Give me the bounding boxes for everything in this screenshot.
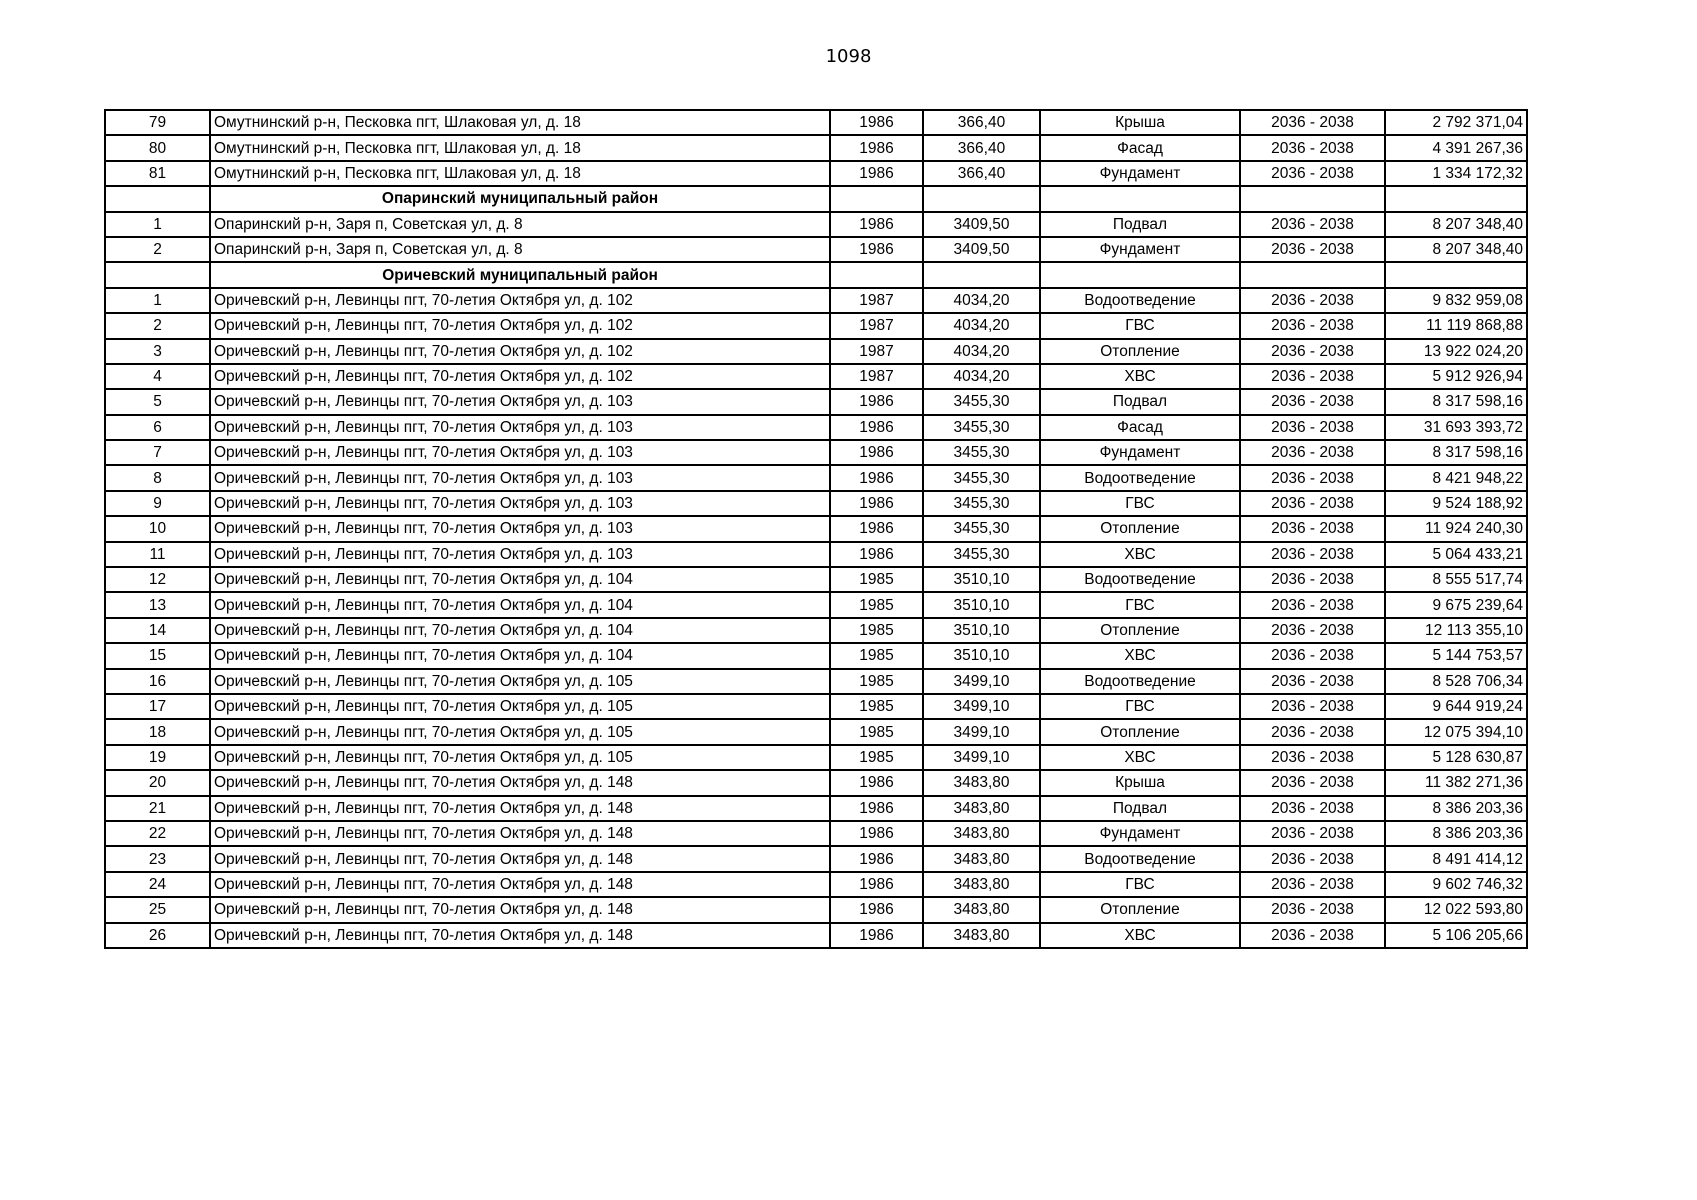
- table-body: [105, 110, 1527, 948]
- table-row: [105, 288, 1527, 313]
- address-cell: Оричевский р-н, Левинцы пгт, 70-летия Октября ул, д. 148: [210, 821, 830, 846]
- work-type-cell: Фундамент: [1040, 161, 1240, 186]
- cost-cell: 13 922 024,20: [1385, 339, 1527, 364]
- address-cell: Оричевский р-н, Левинцы пгт, 70-летия Октября ул, д. 104: [210, 592, 830, 617]
- table-row: [105, 237, 1527, 262]
- cost-cell: 5 064 433,21: [1385, 542, 1527, 567]
- year-cell: 1986: [830, 491, 923, 516]
- work-type-cell: Отопление: [1040, 339, 1240, 364]
- address-cell: Оричевский р-н, Левинцы пгт, 70-летия Октября ул, д. 102: [210, 364, 830, 389]
- district-name: Опаринский муниципальный район: [210, 186, 830, 211]
- address-cell: Опаринский р-н, Заря п, Советская ул, д. 8: [210, 212, 830, 237]
- year-cell: 1986: [830, 542, 923, 567]
- period-cell: 2036 - 2038: [1240, 897, 1385, 922]
- period-cell: 2036 - 2038: [1240, 923, 1385, 948]
- area-cell: 3510,10: [923, 618, 1040, 643]
- address-cell: Оричевский р-н, Левинцы пгт, 70-летия Октября ул, д. 148: [210, 796, 830, 821]
- period-cell: 2036 - 2038: [1240, 237, 1385, 262]
- area-cell: 3510,10: [923, 567, 1040, 592]
- work-type-cell: Водоотведение: [1040, 567, 1240, 592]
- work-type-cell: Подвал: [1040, 212, 1240, 237]
- area-cell: 3455,30: [923, 415, 1040, 440]
- year-cell: 1985: [830, 592, 923, 617]
- period-cell: 2036 - 2038: [1240, 567, 1385, 592]
- year-cell: 1986: [830, 796, 923, 821]
- area-cell: 366,40: [923, 110, 1040, 135]
- table-row: [105, 135, 1527, 160]
- work-type-cell: Отопление: [1040, 618, 1240, 643]
- row-number-cell: 7: [105, 440, 210, 465]
- table-row: [105, 770, 1527, 795]
- year-cell: 1986: [830, 516, 923, 541]
- year-cell: 1986: [830, 389, 923, 414]
- address-cell: Омутнинский р-н, Песковка пгт, Шлаковая ул, д. 18: [210, 161, 830, 186]
- year-cell: 1985: [830, 694, 923, 719]
- period-cell: 2036 - 2038: [1240, 491, 1385, 516]
- address-cell: Оричевский р-н, Левинцы пгт, 70-летия Октября ул, д. 105: [210, 745, 830, 770]
- period-cell: 2036 - 2038: [1240, 618, 1385, 643]
- row-number-cell: 2: [105, 313, 210, 338]
- empty-cell: [1040, 186, 1240, 211]
- year-cell: 1985: [830, 719, 923, 744]
- work-type-cell: ГВС: [1040, 313, 1240, 338]
- cost-cell: 11 382 271,36: [1385, 770, 1527, 795]
- year-cell: 1986: [830, 161, 923, 186]
- address-cell: Оричевский р-н, Левинцы пгт, 70-летия Октября ул, д. 148: [210, 872, 830, 897]
- period-cell: 2036 - 2038: [1240, 542, 1385, 567]
- period-cell: 2036 - 2038: [1240, 313, 1385, 338]
- cost-cell: 8 207 348,40: [1385, 237, 1527, 262]
- work-type-cell: Фундамент: [1040, 821, 1240, 846]
- table-row: [105, 669, 1527, 694]
- table-row: [105, 592, 1527, 617]
- empty-cell: [923, 186, 1040, 211]
- cost-cell: 5 912 926,94: [1385, 364, 1527, 389]
- repair-schedule-table: [104, 109, 1528, 949]
- year-cell: 1986: [830, 440, 923, 465]
- table-row: [105, 618, 1527, 643]
- area-cell: 3499,10: [923, 719, 1040, 744]
- area-cell: 3483,80: [923, 846, 1040, 871]
- address-cell: Оричевский р-н, Левинцы пгт, 70-летия Октября ул, д. 103: [210, 389, 830, 414]
- cost-cell: 12 022 593,80: [1385, 897, 1527, 922]
- area-cell: 3409,50: [923, 237, 1040, 262]
- page-number: 1098: [825, 46, 872, 67]
- period-cell: 2036 - 2038: [1240, 364, 1385, 389]
- empty-cell: [830, 186, 923, 211]
- work-type-cell: Отопление: [1040, 719, 1240, 744]
- year-cell: 1987: [830, 288, 923, 313]
- table-row: [105, 415, 1527, 440]
- cost-cell: 8 555 517,74: [1385, 567, 1527, 592]
- year-cell: 1986: [830, 897, 923, 922]
- work-type-cell: ХВС: [1040, 542, 1240, 567]
- area-cell: 4034,20: [923, 339, 1040, 364]
- area-cell: 3455,30: [923, 465, 1040, 490]
- year-cell: 1985: [830, 669, 923, 694]
- period-cell: 2036 - 2038: [1240, 161, 1385, 186]
- address-cell: Омутнинский р-н, Песковка пгт, Шлаковая ул, д. 18: [210, 110, 830, 135]
- cost-cell: 9 675 239,64: [1385, 592, 1527, 617]
- work-type-cell: ГВС: [1040, 592, 1240, 617]
- address-cell: Оричевский р-н, Левинцы пгт, 70-летия Октября ул, д. 105: [210, 669, 830, 694]
- cost-cell: 4 391 267,36: [1385, 135, 1527, 160]
- period-cell: 2036 - 2038: [1240, 872, 1385, 897]
- work-type-cell: Отопление: [1040, 897, 1240, 922]
- cost-cell: 9 602 746,32: [1385, 872, 1527, 897]
- table-row: [105, 846, 1527, 871]
- address-cell: Оричевский р-н, Левинцы пгт, 70-летия Октября ул, д. 104: [210, 643, 830, 668]
- period-cell: 2036 - 2038: [1240, 643, 1385, 668]
- cost-cell: 5 128 630,87: [1385, 745, 1527, 770]
- table-row: [105, 923, 1527, 948]
- row-number-cell: 19: [105, 745, 210, 770]
- area-cell: 4034,20: [923, 288, 1040, 313]
- table-row: [105, 897, 1527, 922]
- work-type-cell: Крыша: [1040, 110, 1240, 135]
- area-cell: 366,40: [923, 135, 1040, 160]
- row-number-cell: 81: [105, 161, 210, 186]
- area-cell: 3510,10: [923, 643, 1040, 668]
- table-row: [105, 440, 1527, 465]
- cost-cell: 8 317 598,16: [1385, 440, 1527, 465]
- table-row: [105, 161, 1527, 186]
- cost-cell: 31 693 393,72: [1385, 415, 1527, 440]
- address-cell: Оричевский р-н, Левинцы пгт, 70-летия Октября ул, д. 105: [210, 719, 830, 744]
- period-cell: 2036 - 2038: [1240, 339, 1385, 364]
- row-number-cell: 14: [105, 618, 210, 643]
- work-type-cell: Подвал: [1040, 389, 1240, 414]
- empty-cell: [105, 186, 210, 211]
- cost-cell: 8 317 598,16: [1385, 389, 1527, 414]
- work-type-cell: ХВС: [1040, 364, 1240, 389]
- year-cell: 1986: [830, 135, 923, 160]
- period-cell: 2036 - 2038: [1240, 465, 1385, 490]
- table-row: [105, 694, 1527, 719]
- address-cell: Оричевский р-н, Левинцы пгт, 70-летия Октября ул, д. 103: [210, 542, 830, 567]
- area-cell: 3499,10: [923, 669, 1040, 694]
- row-number-cell: 2: [105, 237, 210, 262]
- row-number-cell: 18: [105, 719, 210, 744]
- row-number-cell: 80: [105, 135, 210, 160]
- table-row: [105, 465, 1527, 490]
- year-cell: 1986: [830, 212, 923, 237]
- table-row: [105, 872, 1527, 897]
- work-type-cell: ГВС: [1040, 694, 1240, 719]
- row-number-cell: 15: [105, 643, 210, 668]
- year-cell: 1985: [830, 618, 923, 643]
- area-cell: 3499,10: [923, 745, 1040, 770]
- address-cell: Оричевский р-н, Левинцы пгт, 70-летия Октября ул, д. 103: [210, 415, 830, 440]
- cost-cell: 1 334 172,32: [1385, 161, 1527, 186]
- work-type-cell: ГВС: [1040, 872, 1240, 897]
- address-cell: Оричевский р-н, Левинцы пгт, 70-летия Октября ул, д. 104: [210, 567, 830, 592]
- area-cell: 3409,50: [923, 212, 1040, 237]
- year-cell: 1986: [830, 821, 923, 846]
- row-number-cell: 11: [105, 542, 210, 567]
- cost-cell: 5 144 753,57: [1385, 643, 1527, 668]
- row-number-cell: 24: [105, 872, 210, 897]
- period-cell: 2036 - 2038: [1240, 516, 1385, 541]
- period-cell: 2036 - 2038: [1240, 212, 1385, 237]
- area-cell: 4034,20: [923, 313, 1040, 338]
- work-type-cell: ХВС: [1040, 923, 1240, 948]
- work-type-cell: Водоотведение: [1040, 846, 1240, 871]
- row-number-cell: 16: [105, 669, 210, 694]
- row-number-cell: 1: [105, 212, 210, 237]
- year-cell: 1987: [830, 313, 923, 338]
- cost-cell: 8 386 203,36: [1385, 821, 1527, 846]
- address-cell: Оричевский р-н, Левинцы пгт, 70-летия Октября ул, д. 102: [210, 288, 830, 313]
- address-cell: Оричевский р-н, Левинцы пгт, 70-летия Октября ул, д. 148: [210, 923, 830, 948]
- row-number-cell: 12: [105, 567, 210, 592]
- empty-cell: [1385, 186, 1527, 211]
- period-cell: 2036 - 2038: [1240, 110, 1385, 135]
- area-cell: 3455,30: [923, 516, 1040, 541]
- district-header-row: [105, 186, 1527, 211]
- table-row: [105, 542, 1527, 567]
- period-cell: 2036 - 2038: [1240, 389, 1385, 414]
- address-cell: Опаринский р-н, Заря п, Советская ул, д. 8: [210, 237, 830, 262]
- work-type-cell: Подвал: [1040, 796, 1240, 821]
- empty-cell: [1385, 262, 1527, 287]
- row-number-cell: 17: [105, 694, 210, 719]
- table-row: [105, 745, 1527, 770]
- table-row: [105, 491, 1527, 516]
- work-type-cell: Водоотведение: [1040, 288, 1240, 313]
- cost-cell: 12 113 355,10: [1385, 618, 1527, 643]
- cost-cell: 8 386 203,36: [1385, 796, 1527, 821]
- row-number-cell: 5: [105, 389, 210, 414]
- cost-cell: 12 075 394,10: [1385, 719, 1527, 744]
- address-cell: Оричевский р-н, Левинцы пгт, 70-летия Октября ул, д. 148: [210, 846, 830, 871]
- district-name: Оричевский муниципальный район: [210, 262, 830, 287]
- area-cell: 3483,80: [923, 796, 1040, 821]
- row-number-cell: 25: [105, 897, 210, 922]
- period-cell: 2036 - 2038: [1240, 288, 1385, 313]
- work-type-cell: Отопление: [1040, 516, 1240, 541]
- area-cell: 3483,80: [923, 872, 1040, 897]
- address-cell: Оричевский р-н, Левинцы пгт, 70-летия Октября ул, д. 103: [210, 516, 830, 541]
- row-number-cell: 6: [105, 415, 210, 440]
- area-cell: 3455,30: [923, 389, 1040, 414]
- work-type-cell: Фасад: [1040, 415, 1240, 440]
- year-cell: 1986: [830, 872, 923, 897]
- cost-cell: 9 832 959,08: [1385, 288, 1527, 313]
- work-type-cell: Водоотведение: [1040, 669, 1240, 694]
- address-cell: Оричевский р-н, Левинцы пгт, 70-летия Октября ул, д. 103: [210, 491, 830, 516]
- row-number-cell: 8: [105, 465, 210, 490]
- work-type-cell: Фундамент: [1040, 440, 1240, 465]
- table-row: [105, 389, 1527, 414]
- table-row: [105, 516, 1527, 541]
- period-cell: 2036 - 2038: [1240, 745, 1385, 770]
- work-type-cell: ХВС: [1040, 745, 1240, 770]
- table-row: [105, 821, 1527, 846]
- period-cell: 2036 - 2038: [1240, 440, 1385, 465]
- year-cell: 1985: [830, 643, 923, 668]
- table-row: [105, 719, 1527, 744]
- area-cell: 3455,30: [923, 542, 1040, 567]
- year-cell: 1986: [830, 846, 923, 871]
- empty-cell: [1240, 262, 1385, 287]
- row-number-cell: 22: [105, 821, 210, 846]
- address-cell: Оричевский р-н, Левинцы пгт, 70-летия Октября ул, д. 102: [210, 339, 830, 364]
- address-cell: Оричевский р-н, Левинцы пгт, 70-летия Октября ул, д. 103: [210, 465, 830, 490]
- table-row: [105, 567, 1527, 592]
- row-number-cell: 3: [105, 339, 210, 364]
- period-cell: 2036 - 2038: [1240, 719, 1385, 744]
- work-type-cell: ГВС: [1040, 491, 1240, 516]
- empty-cell: [923, 262, 1040, 287]
- row-number-cell: 20: [105, 770, 210, 795]
- area-cell: 3455,30: [923, 491, 1040, 516]
- period-cell: 2036 - 2038: [1240, 846, 1385, 871]
- row-number-cell: 21: [105, 796, 210, 821]
- table-row: [105, 212, 1527, 237]
- work-type-cell: Фасад: [1040, 135, 1240, 160]
- address-cell: Оричевский р-н, Левинцы пгт, 70-летия Октября ул, д. 103: [210, 440, 830, 465]
- row-number-cell: 10: [105, 516, 210, 541]
- empty-cell: [830, 262, 923, 287]
- row-number-cell: 4: [105, 364, 210, 389]
- address-cell: Омутнинский р-н, Песковка пгт, Шлаковая ул, д. 18: [210, 135, 830, 160]
- period-cell: 2036 - 2038: [1240, 694, 1385, 719]
- row-number-cell: 79: [105, 110, 210, 135]
- cost-cell: 8 207 348,40: [1385, 212, 1527, 237]
- cost-cell: 11 924 240,30: [1385, 516, 1527, 541]
- address-cell: Оричевский р-н, Левинцы пгт, 70-летия Октября ул, д. 148: [210, 770, 830, 795]
- period-cell: 2036 - 2038: [1240, 592, 1385, 617]
- cost-cell: 11 119 868,88: [1385, 313, 1527, 338]
- year-cell: 1986: [830, 237, 923, 262]
- period-cell: 2036 - 2038: [1240, 669, 1385, 694]
- cost-cell: 8 528 706,34: [1385, 669, 1527, 694]
- address-cell: Оричевский р-н, Левинцы пгт, 70-летия Октября ул, д. 102: [210, 313, 830, 338]
- table-row: [105, 364, 1527, 389]
- cost-cell: 8 491 414,12: [1385, 846, 1527, 871]
- cost-cell: 8 421 948,22: [1385, 465, 1527, 490]
- area-cell: 4034,20: [923, 364, 1040, 389]
- address-cell: Оричевский р-н, Левинцы пгт, 70-летия Октября ул, д. 148: [210, 897, 830, 922]
- period-cell: 2036 - 2038: [1240, 135, 1385, 160]
- row-number-cell: 23: [105, 846, 210, 871]
- year-cell: 1986: [830, 465, 923, 490]
- work-type-cell: Водоотведение: [1040, 465, 1240, 490]
- table-row: [105, 796, 1527, 821]
- period-cell: 2036 - 2038: [1240, 770, 1385, 795]
- row-number-cell: 26: [105, 923, 210, 948]
- area-cell: 366,40: [923, 161, 1040, 186]
- table-row: [105, 643, 1527, 668]
- area-cell: 3483,80: [923, 923, 1040, 948]
- cost-cell: 5 106 205,66: [1385, 923, 1527, 948]
- empty-cell: [1240, 186, 1385, 211]
- table-row: [105, 110, 1527, 135]
- cost-cell: 2 792 371,04: [1385, 110, 1527, 135]
- period-cell: 2036 - 2038: [1240, 821, 1385, 846]
- area-cell: 3483,80: [923, 821, 1040, 846]
- area-cell: 3455,30: [923, 440, 1040, 465]
- year-cell: 1986: [830, 110, 923, 135]
- period-cell: 2036 - 2038: [1240, 796, 1385, 821]
- empty-cell: [105, 262, 210, 287]
- empty-cell: [1040, 262, 1240, 287]
- area-cell: 3483,80: [923, 770, 1040, 795]
- period-cell: 2036 - 2038: [1240, 415, 1385, 440]
- year-cell: 1985: [830, 745, 923, 770]
- row-number-cell: 9: [105, 491, 210, 516]
- year-cell: 1986: [830, 770, 923, 795]
- area-cell: 3483,80: [923, 897, 1040, 922]
- year-cell: 1985: [830, 567, 923, 592]
- work-type-cell: ХВС: [1040, 643, 1240, 668]
- row-number-cell: 1: [105, 288, 210, 313]
- area-cell: 3499,10: [923, 694, 1040, 719]
- table-row: [105, 313, 1527, 338]
- table-row: [105, 339, 1527, 364]
- cost-cell: 9 524 188,92: [1385, 491, 1527, 516]
- area-cell: 3510,10: [923, 592, 1040, 617]
- work-type-cell: Крыша: [1040, 770, 1240, 795]
- work-type-cell: Фундамент: [1040, 237, 1240, 262]
- cost-cell: 9 644 919,24: [1385, 694, 1527, 719]
- year-cell: 1986: [830, 415, 923, 440]
- address-cell: Оричевский р-н, Левинцы пгт, 70-летия Октября ул, д. 104: [210, 618, 830, 643]
- year-cell: 1986: [830, 923, 923, 948]
- address-cell: Оричевский р-н, Левинцы пгт, 70-летия Октября ул, д. 105: [210, 694, 830, 719]
- district-header-row: [105, 262, 1527, 287]
- row-number-cell: 13: [105, 592, 210, 617]
- year-cell: 1987: [830, 364, 923, 389]
- year-cell: 1987: [830, 339, 923, 364]
